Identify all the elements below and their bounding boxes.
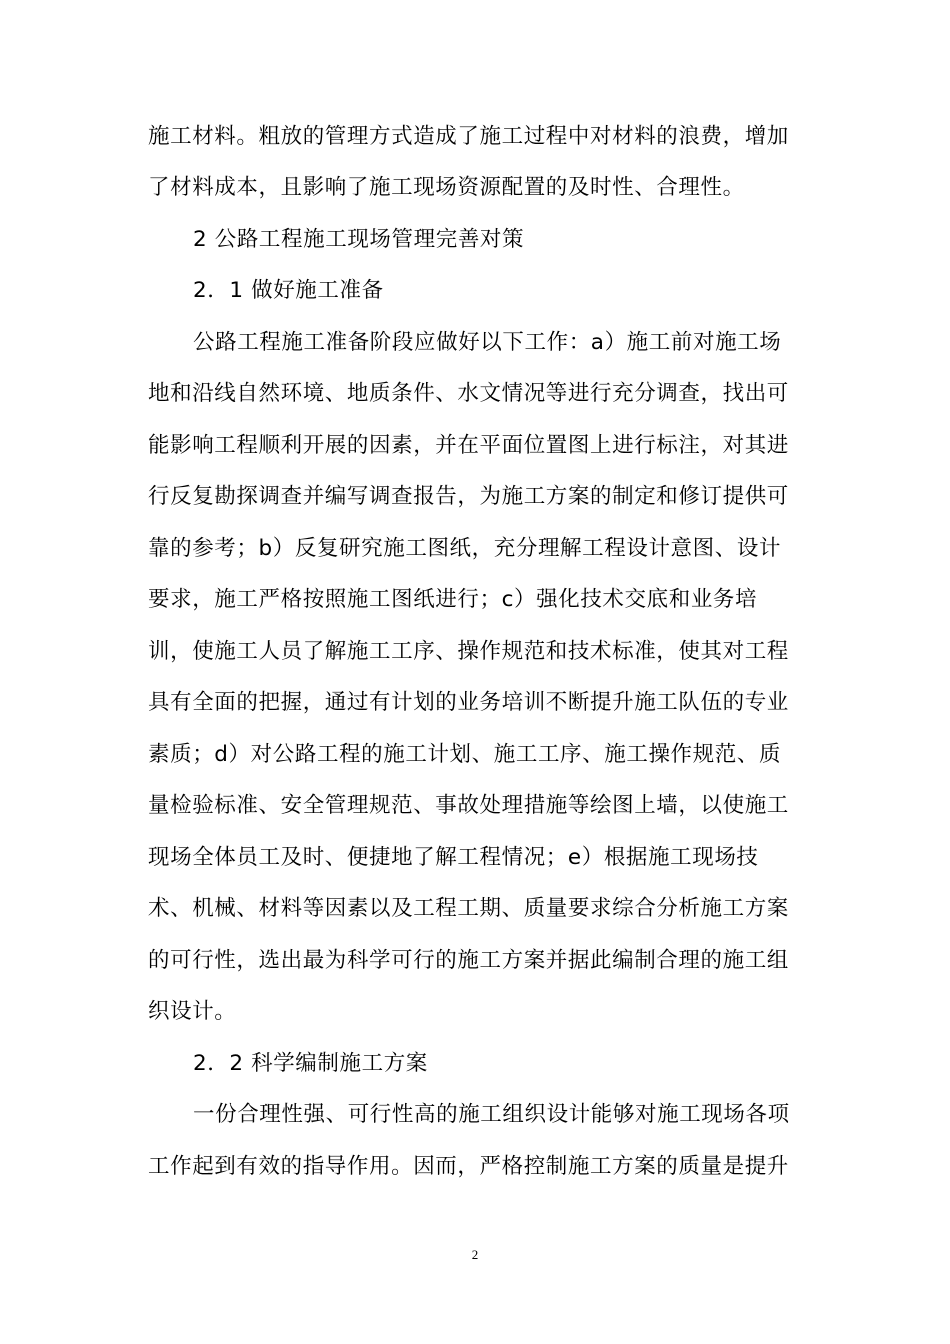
body-text-line: 的可行性，选出最为科学可行的施工方案并据此编制合理的施工组: [148, 948, 789, 973]
body-text-line: 具有全面的把握，通过有计划的业务培训不断提升施工队伍的专业: [148, 690, 789, 715]
subsection-heading: 2．2 科学编制施工方案: [193, 1051, 428, 1076]
body-text-line: 能影响工程顺利开展的因素，并在平面位置图上进行标注，对其进: [148, 433, 789, 458]
body-text-line: 工作起到有效的指导作用。因而，严格控制施工方案的质量是提升: [148, 1154, 789, 1179]
body-text-line: 现场全体员工及时、便捷地了解工程情况；e）根据施工现场技: [148, 845, 759, 870]
body-text-line: 行反复勘探调查并编写调查报告，为施工方案的制定和修订提供可: [148, 484, 789, 509]
body-text-line: 素质；d）对公路工程的施工计划、施工工序、施工操作规范、质: [148, 742, 782, 767]
body-text-line: 要求，施工严格按照施工图纸进行；c）强化技术交底和业务培: [148, 587, 758, 612]
section-heading: 2 公路工程施工现场管理完善对策: [193, 227, 525, 252]
body-text-line: 地和沿线自然环境、地质条件、水文情况等进行充分调查，找出可: [148, 381, 789, 406]
body-text-line: 训，使施工人员了解施工工序、操作规范和技术标准，使其对工程: [148, 639, 789, 664]
body-text-line: 量检验标准、安全管理规范、事故处理措施等绘图上墙，以使施工: [148, 793, 789, 818]
subsection-heading: 2．1 做好施工准备: [193, 278, 384, 303]
body-text-line: 一份合理性强、可行性高的施工组织设计能够对施工现场各项: [193, 1102, 790, 1127]
body-text-line: 术、机械、材料等因素以及工程工期、质量要求综合分析施工方案: [148, 896, 789, 921]
body-text-line: 公路工程施工准备阶段应做好以下工作：a）施工前对施工场: [193, 330, 782, 355]
body-text-line: 织设计。: [148, 999, 237, 1024]
page-number: 2: [471, 1247, 479, 1262]
body-text-line: 了材料成本，且影响了施工现场资源配置的及时性、合理性。: [148, 175, 745, 200]
body-text-line: 施工材料。粗放的管理方式造成了施工过程中对材料的浪费，增加: [148, 124, 789, 149]
body-text-line: 靠的参考；b）反复研究施工图纸，充分理解工程设计意图、设计: [148, 536, 782, 561]
